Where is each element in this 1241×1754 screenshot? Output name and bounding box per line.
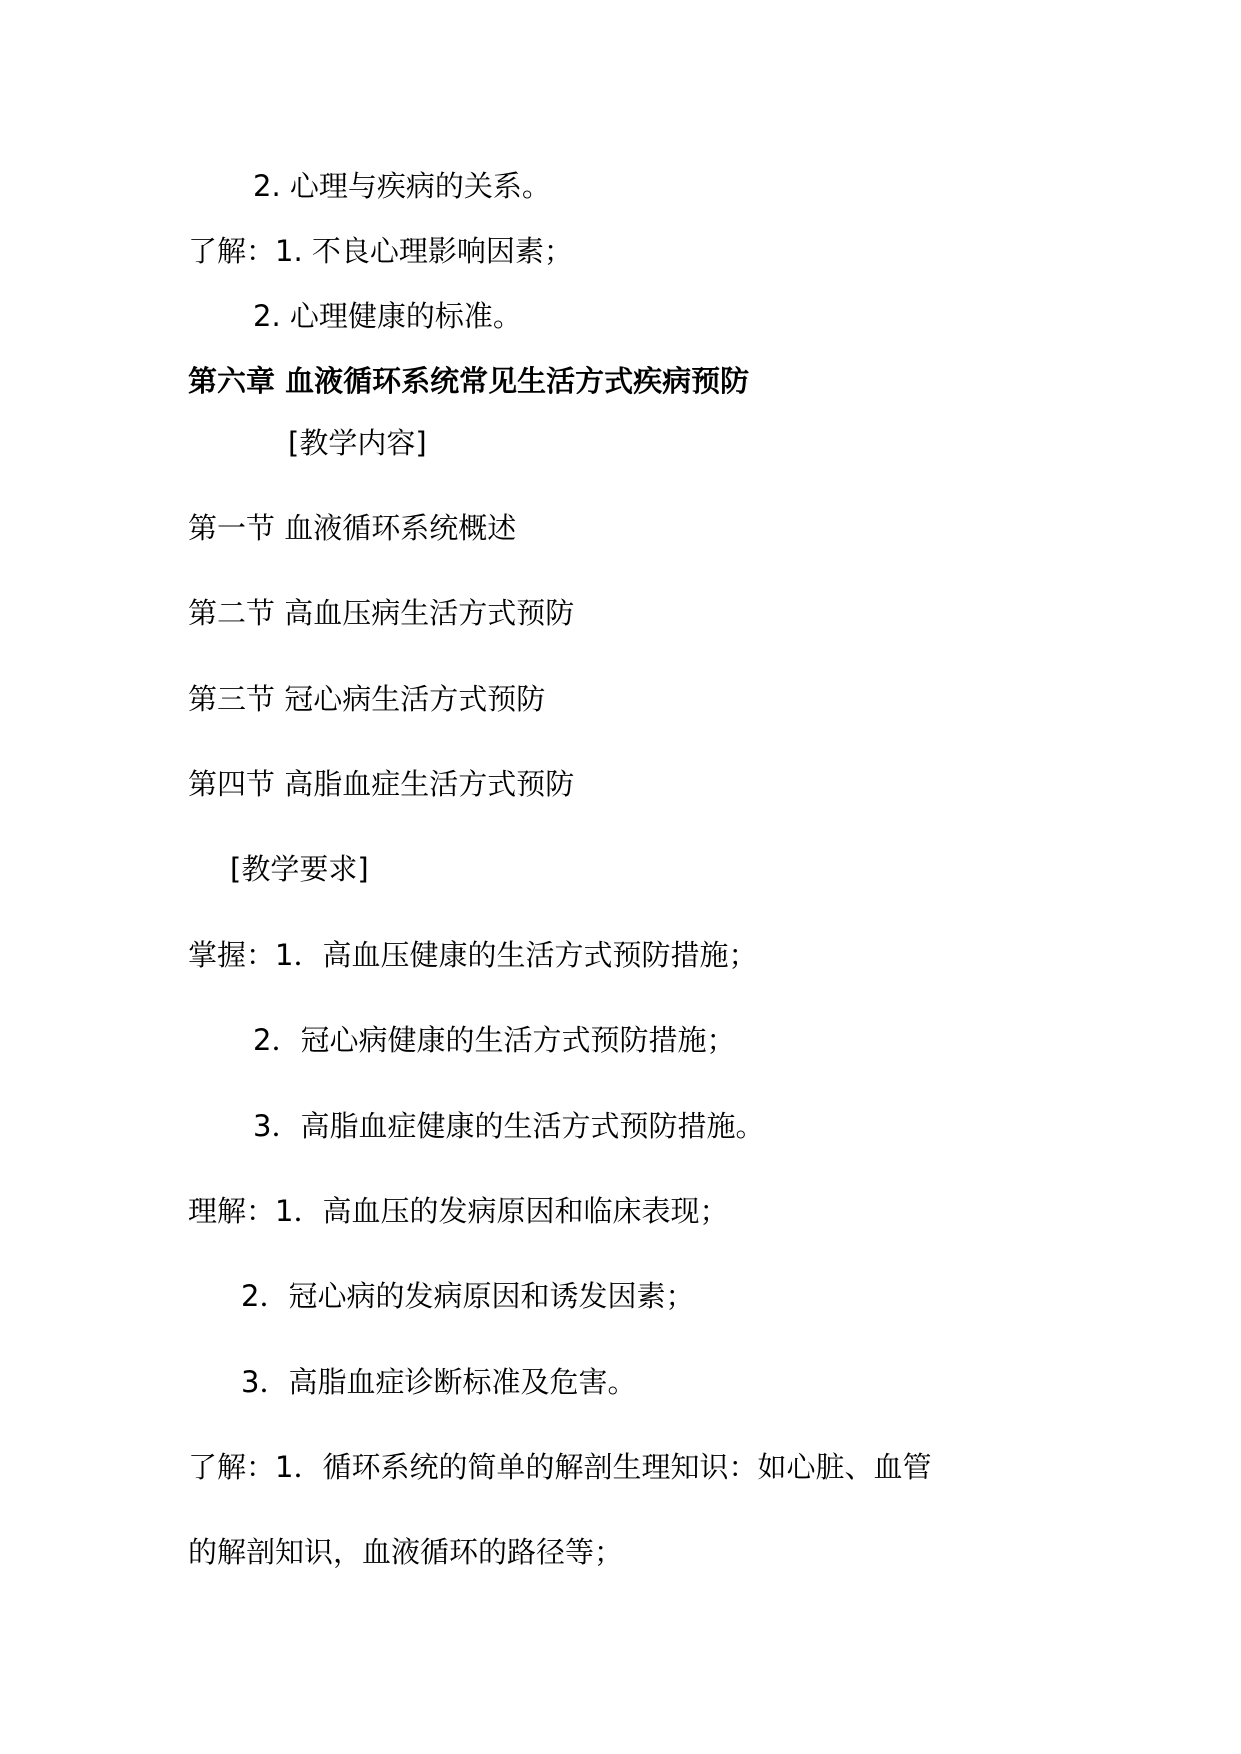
section-label: [教学要求] xyxy=(230,852,369,886)
section-label: [教学内容] xyxy=(288,426,427,460)
text-line: 2. 心理与疾病的关系。 xyxy=(253,169,551,203)
requirement-line: 3．高脂血症诊断标准及危害。 xyxy=(241,1365,637,1399)
section-item: 第三节 冠心病生活方式预防 xyxy=(188,682,546,716)
requirement-line: 掌握：1．高血压健康的生活方式预防措施； xyxy=(188,938,758,972)
requirement-line: 的解剖知识，血液循环的路径等； xyxy=(188,1535,624,1569)
section-item: 第二节 高血压病生活方式预防 xyxy=(188,596,575,630)
requirement-line: 了解：1．循环系统的简单的解剖生理知识：如心脏、血管 xyxy=(188,1450,932,1484)
requirement-line: 2．冠心病健康的生活方式预防措施； xyxy=(253,1023,736,1057)
chapter-heading: 第六章 血液循环系统常见生活方式疾病预防 xyxy=(188,364,750,398)
section-item: 第一节 血液循环系统概述 xyxy=(188,511,517,545)
requirement-line: 2．冠心病的发病原因和诱发因素； xyxy=(241,1279,695,1313)
section-item: 第四节 高脂血症生活方式预防 xyxy=(188,767,575,801)
requirement-line: 3．高脂血症健康的生活方式预防措施。 xyxy=(253,1109,765,1143)
text-line: 了解：1. 不良心理影响因素； xyxy=(188,234,573,268)
requirement-line: 理解：1．高血压的发病原因和临床表现； xyxy=(188,1194,729,1228)
text-line: 2. 心理健康的标准。 xyxy=(253,299,522,333)
